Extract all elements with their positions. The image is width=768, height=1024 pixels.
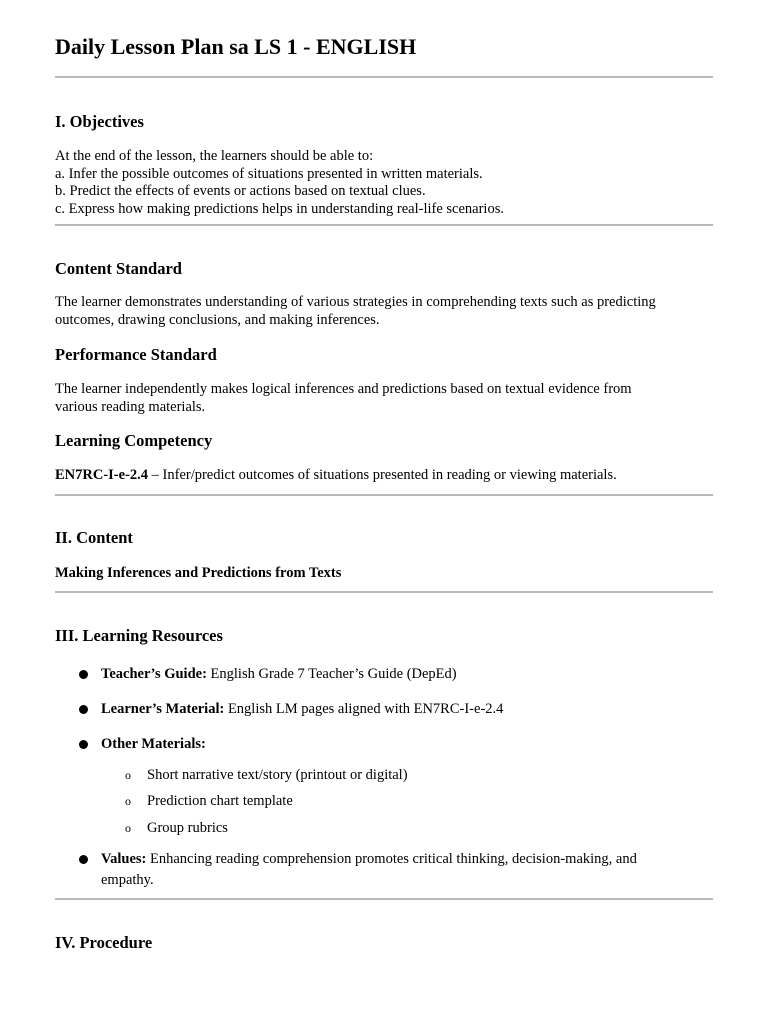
- material-text: Prediction chart template: [147, 793, 293, 809]
- objective-item: a. Infer the possible outcomes of situations presented in written materials.: [55, 165, 483, 182]
- content-divider: [55, 591, 713, 593]
- performance-standard-line: The learner independently makes logical inferences and predictions based on textual evidence from: [55, 381, 632, 397]
- circle-bullet-icon: o: [125, 794, 131, 808]
- content-standard-text: [55, 294, 713, 329]
- content-topic: Making Inferences and Predictions from Texts: [55, 565, 342, 581]
- bullet-icon: [79, 670, 88, 679]
- circle-bullet-icon: o: [125, 768, 131, 782]
- objectives-list: [55, 148, 713, 218]
- competency-code: EN7RC-I-e-2.4: [55, 467, 149, 483]
- performance-standard-text: [55, 381, 713, 416]
- content-standard-line: outcomes, drawing conclusions, and making inferences.: [55, 311, 380, 328]
- resource-label: Teacher’s Guide:: [101, 666, 207, 682]
- learning-competency-heading: Learning Competency: [55, 431, 213, 450]
- content-standard-line: The learner demonstrates understanding of various strategies in comprehending texts such as predicting: [55, 294, 656, 310]
- title-divider: [55, 76, 713, 78]
- resource-text-continued: empathy.: [101, 872, 154, 888]
- content-heading: II. Content: [55, 528, 133, 547]
- resources-divider: [55, 898, 713, 900]
- bullet-icon: [79, 740, 88, 749]
- objectives-intro: At the end of the lesson, the learners should be able to:: [55, 148, 374, 164]
- resource-text: Enhancing reading comprehension promotes critical thinking, decision-making, and: [146, 851, 637, 867]
- resource-label: Values:: [101, 851, 147, 867]
- objective-item: b. Predict the effects of events or actions based on textual clues.: [55, 183, 426, 199]
- learning-competency-text: [55, 467, 713, 485]
- objectives-divider: [55, 224, 713, 226]
- learning-resources-heading: III. Learning Resources: [55, 626, 223, 645]
- bullet-icon: [79, 855, 88, 864]
- material-text: Short narrative text/story (printout or digital): [147, 767, 408, 783]
- standards-divider: [55, 494, 713, 496]
- performance-standard-heading: Performance Standard: [55, 345, 217, 364]
- objectives-heading: I. Objectives: [55, 112, 144, 131]
- material-text: Group rubrics: [147, 820, 228, 836]
- bullet-icon: [79, 705, 88, 714]
- circle-bullet-icon: o: [125, 821, 131, 835]
- resource-text: English Grade 7 Teacher’s Guide (DepEd): [206, 666, 457, 682]
- objective-item: c. Express how making predictions helps in understanding real-life scenarios.: [55, 200, 504, 217]
- resource-text: English LM pages aligned with EN7RC-I-e-2.4: [224, 701, 504, 717]
- performance-standard-line: various reading materials.: [55, 398, 206, 415]
- document-title: Daily Lesson Plan sa LS 1 - ENGLISH: [55, 34, 417, 59]
- resource-label: Other Materials:: [101, 736, 206, 752]
- competency-description: – Infer/predict outcomes of situations presented in reading or viewing materials.: [148, 467, 617, 483]
- resource-label: Learner’s Material:: [101, 701, 225, 717]
- content-standard-heading: Content Standard: [55, 259, 182, 278]
- procedure-heading: IV. Procedure: [55, 933, 153, 952]
